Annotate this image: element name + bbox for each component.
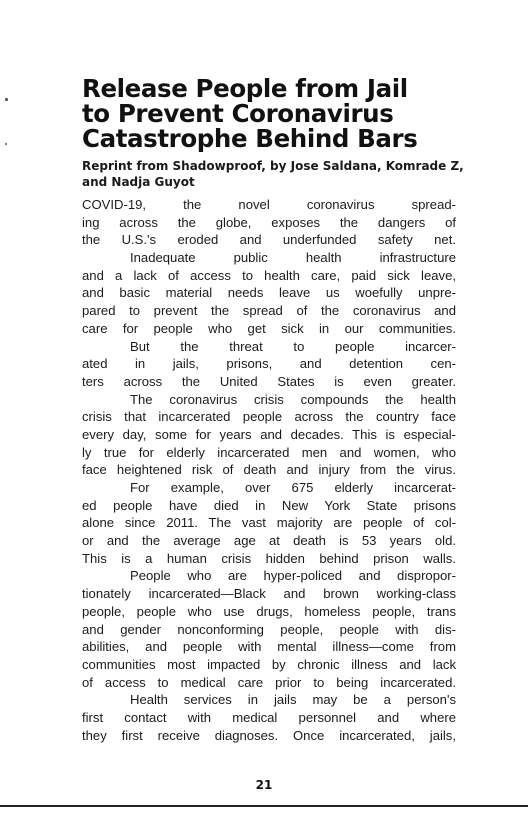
body-line: This is a human crisis hidden behind prison walls. bbox=[82, 550, 456, 566]
title-line: Catastrophe Behind Bars bbox=[82, 124, 418, 153]
body-line: people, people who use drugs, homeless people, trans bbox=[82, 603, 456, 619]
body-line: care for people who get sick in our communities. bbox=[82, 320, 456, 336]
title-line: to Prevent Coronavirus bbox=[82, 99, 394, 128]
body-line: and gender nonconforming people, people with dis- bbox=[82, 621, 456, 637]
page-edge-rule bbox=[0, 805, 528, 807]
margin-mark bbox=[5, 98, 8, 101]
body-line: For example, over 675 elderly incarcerat- bbox=[130, 480, 456, 495]
body-line: they first receive diagnoses. Once incarcerated, jails, bbox=[82, 727, 456, 743]
body-line: face heightened risk of death and injury from the virus. bbox=[82, 462, 456, 478]
article-body bbox=[82, 196, 456, 744]
body-line: or and the average age at death is 53 years old. bbox=[82, 533, 456, 549]
body-line: communities most impacted by chronic illness and lack bbox=[82, 656, 456, 672]
body-line: ing across the globe, exposes the dangers of bbox=[82, 214, 456, 230]
body-line: pared to prevent the spread of the coronavirus and bbox=[82, 303, 456, 319]
body-line: Inadequate public health infrastructure bbox=[130, 250, 456, 266]
byline-line: and Nadja Guyot bbox=[82, 175, 195, 189]
body-line: ed people have died in New York State prisons bbox=[82, 497, 456, 513]
body-line: the U.S.'s eroded and underfunded safety net. bbox=[82, 232, 456, 248]
body-line: and a lack of access to health care, paid sick leave, bbox=[82, 267, 456, 283]
body-line: The coronavirus crisis compounds the health bbox=[130, 391, 456, 407]
body-line: ated in jails, prisons, and detention cen- bbox=[82, 356, 456, 372]
title-line: Release People from Jail bbox=[82, 74, 408, 103]
body-line: every day, some for years and decades. This is especial- bbox=[82, 426, 456, 442]
body-line: ly true for elderly incarcerated men and women, who bbox=[82, 444, 456, 460]
body-line: COVID-19, the novel coronavirus spread- bbox=[82, 197, 456, 212]
body-line: and basic material needs leave us woefully unpre- bbox=[82, 285, 456, 301]
margin-mark bbox=[5, 143, 7, 145]
body-line: crisis that incarcerated people across the country face bbox=[82, 409, 456, 425]
article-title bbox=[82, 76, 462, 151]
byline-line: Reprint from Shadowproof, by Jose Saldana, Komrade Z, bbox=[82, 159, 464, 173]
page-number: 21 bbox=[255, 778, 273, 792]
body-line: first contact with medical personnel and where bbox=[82, 709, 456, 725]
body-line: alone since 2011. The vast majority are people of col- bbox=[82, 515, 456, 531]
body-line: ters across the United States is even greater. bbox=[82, 373, 456, 389]
body-line: tionately incarcerated—Black and brown working-class bbox=[82, 586, 456, 602]
body-line: of access to medical care prior to being incarcerated. bbox=[82, 674, 456, 690]
body-line: But the threat to people incarcer- bbox=[130, 338, 456, 354]
body-line: Health services in jails may be a person's bbox=[130, 692, 456, 708]
body-line: People who are hyper-policed and dispropor- bbox=[130, 568, 456, 584]
article-byline bbox=[82, 158, 462, 190]
body-line: abilities, and people with mental illness—come from bbox=[82, 639, 456, 655]
